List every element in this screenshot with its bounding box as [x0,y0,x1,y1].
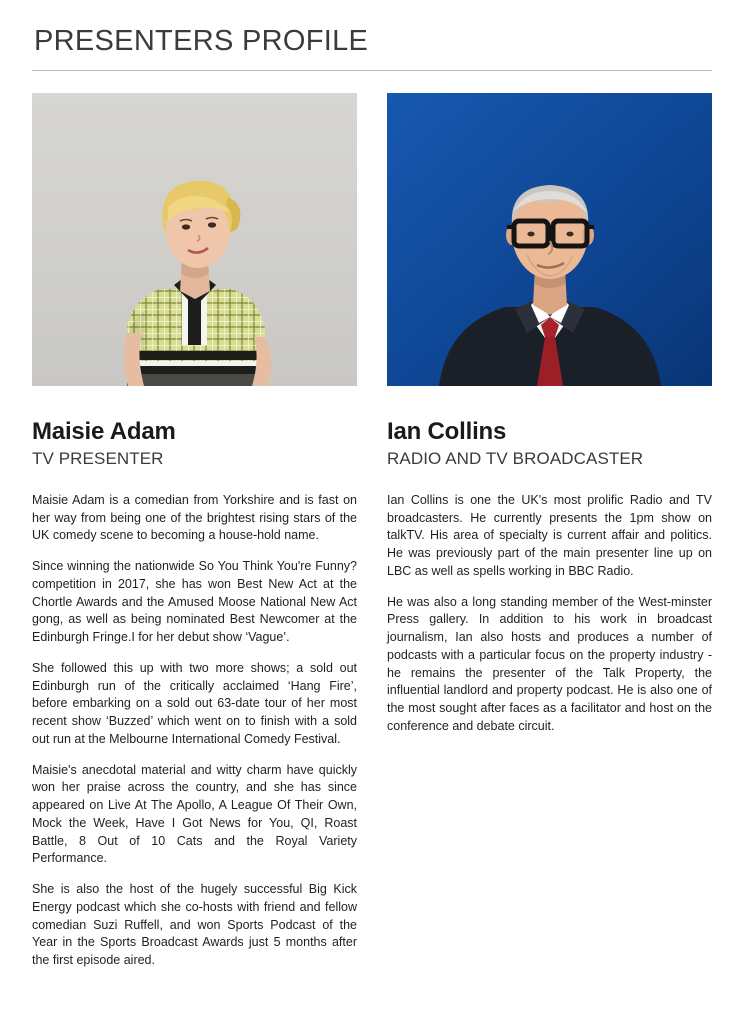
presenter-name: Ian Collins [387,417,507,445]
presenter-role: TV PRESENTER [32,449,164,469]
presenter-columns [32,93,712,970]
bio-paragraph: Maisie Adam is a comedian from Yorkshire and is fast on her way from being one of the brightest rising stars of the UK comedy scene to becoming a house-hold name. [32,492,357,543]
presenter-card-maisie-adam [32,93,357,970]
page-title: PRESENTERS PROFILE [34,25,369,57]
bio-paragraph: Ian Collins is one the UK's most prolific Radio and TV broadcasters. He currently presents the 1pm show on talkTV. His area of specialty is current affair and politics. He was previously part of the main presenter line up on LBC as well as spells working in BBC Radio. [387,492,712,578]
presenter-photo-ian-collins [387,93,712,386]
bio-paragraph: She is also the host of the hugely successful Big Kick Energy podcast which she co-hosts with friend and fellow comedian Suzi Ruffell, and won Sports Podcast of the Year in the Sports Broadcast Awards just 5 months after the first episode aired. [32,882,357,968]
bio-paragraph: She followed this up with two more shows; a sold out Edinburgh run of the critically acclaimed ‘Hang Fire’, before embarking on a sold out 63-date tour of her most recent show ‘Buzzed’ which went on to finish with a sold out run at the Melbourne International Comedy Festival. [32,660,357,746]
presenter-role: RADIO AND TV BROADCASTER [387,449,644,469]
bio-paragraph: Maisie's anecdotal material and witty charm have quickly won her praise across the country, and she has since appeared on Live At The Apollo, A League Of Their Own, Mock the Week, Have I Got News for You, QI, Roast Battle, 8 Out of 10 Cats and the Royal Variety Performance. [32,762,357,866]
presenter-name: Maisie Adam [32,417,176,445]
bio-paragraph: Since winning the nationwide So You Think You're Funny? competition in 2017, she has won Best New Act at the Chortle Awards and the Amused Moose National New Act gong, as well as being nominated Best Newcomer at the Edinburgh Fringe.I for her debut show ‘Vague’. [32,559,357,645]
presenter-bio [387,492,712,736]
bio-paragraph: He was also a long standing member of the West-minster Press gallery. In addition to his work in broadcast journalism, Ian also hosts and produces a number of podcasts with a particular focus on the property industry - he remains the presenter of the Talk Property, the influential landlord and property podcast. He is also one of the most sought after faces as a facilitator and host on the conference and debate circuit. [387,594,712,733]
presenter-bio [32,492,357,970]
presenter-card-ian-collins [387,93,712,970]
title-divider [32,70,712,71]
presenter-photo-maisie-adam [32,93,357,386]
